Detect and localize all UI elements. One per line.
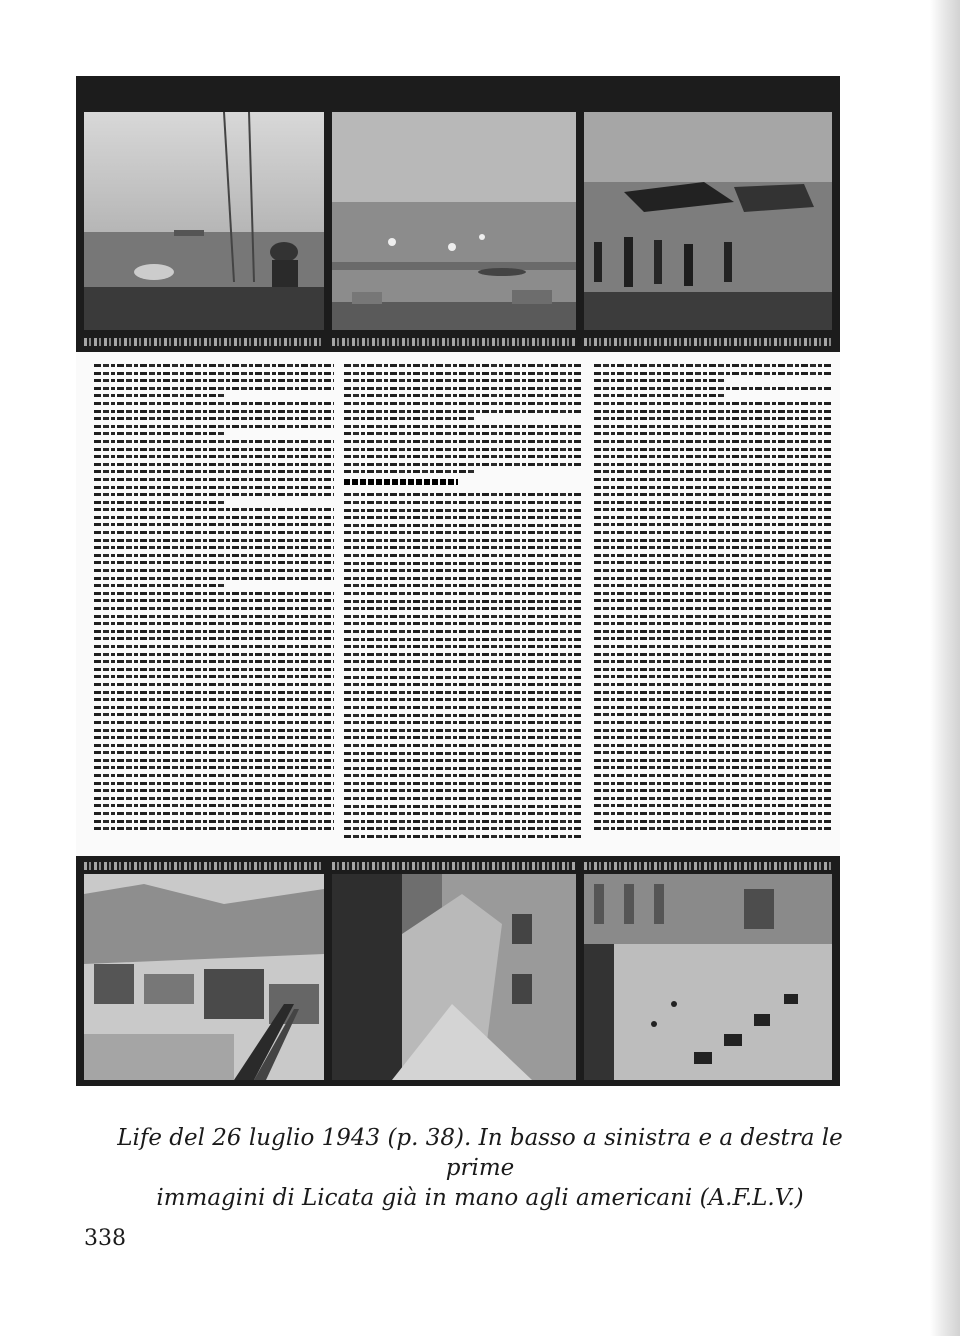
magazine-scan bbox=[76, 76, 840, 1086]
photo-bombed-buildings bbox=[332, 874, 576, 1080]
article-column-1 bbox=[94, 364, 334, 838]
photo-harbor-soldier bbox=[84, 112, 324, 330]
article-column-2 bbox=[344, 364, 582, 838]
photo-caption-strip bbox=[584, 338, 832, 346]
photo-landing-craft bbox=[584, 112, 832, 330]
bottom-photo-strip bbox=[76, 856, 840, 1086]
photo-town-square-trucks bbox=[584, 874, 832, 1080]
photo-caption-strip bbox=[584, 862, 832, 870]
photo-caption-strip bbox=[332, 862, 576, 870]
caption-line-2: immagini di Licata già in mano agli americani (A.F.L.V.) bbox=[156, 1185, 804, 1211]
photo-town-panorama bbox=[84, 874, 324, 1080]
article-subheading bbox=[344, 479, 458, 485]
article-column-3 bbox=[594, 364, 832, 838]
photo-sea-boats bbox=[332, 112, 576, 330]
caption-line-1: Life del 26 luglio 1943 (p. 38). In basso a sinistra e a destra le prime bbox=[117, 1125, 843, 1181]
figure-caption bbox=[100, 1123, 860, 1213]
photo-caption-strip bbox=[84, 338, 324, 346]
page-number: 338 bbox=[84, 1226, 126, 1251]
photo-caption-strip bbox=[332, 338, 576, 346]
page-edge-shadow bbox=[930, 0, 960, 1336]
photo-caption-strip bbox=[84, 862, 324, 870]
top-photo-strip bbox=[76, 76, 840, 352]
